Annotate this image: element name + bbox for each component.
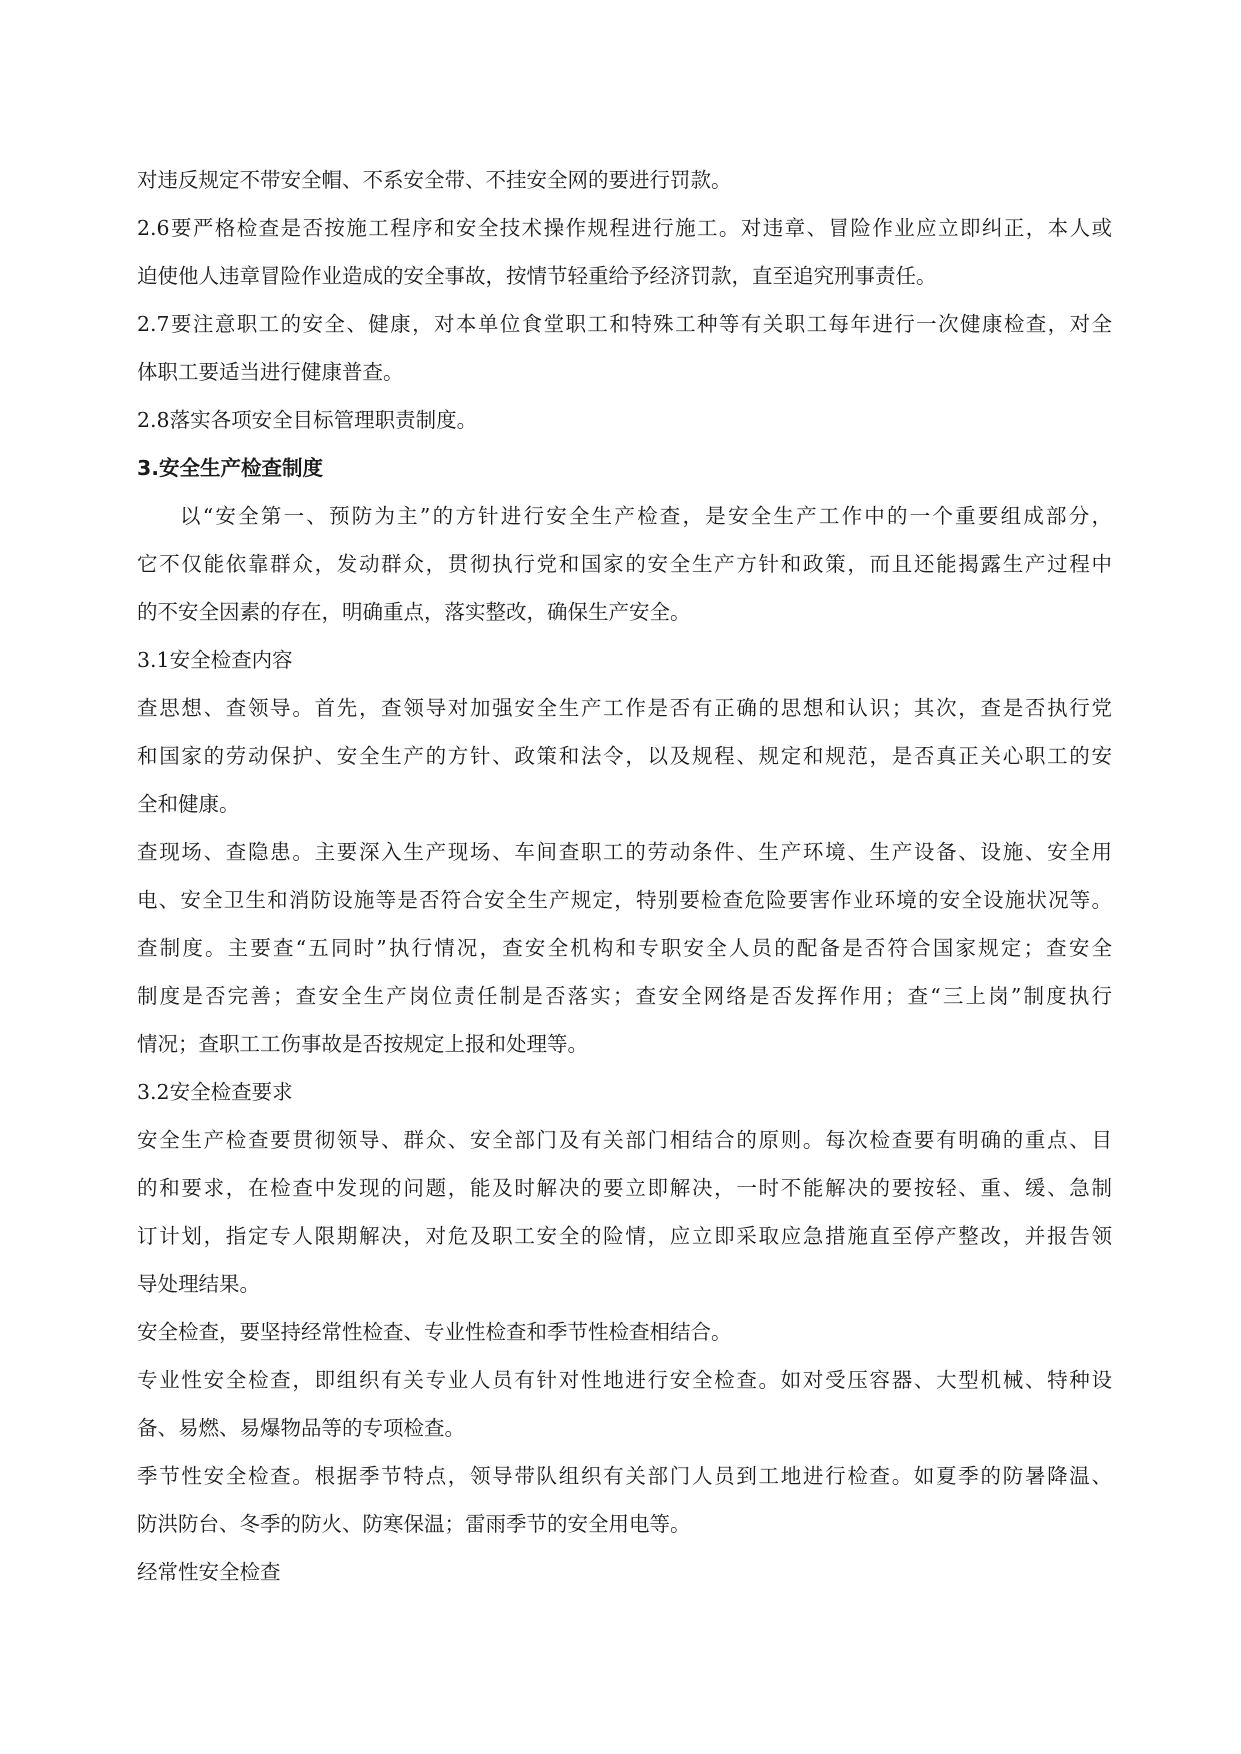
body-line: 查思想、查领导。首先，查领导对加强安全生产工作是否有正确的思想和认识；其次，查是否执行党 xyxy=(137,696,1112,720)
body-line: 经常性安全检查 xyxy=(137,1560,281,1584)
body-line: 迫使他人违章冒险作业造成的安全事故，按情节轻重给予经济罚款，直至追究刑事责任。 xyxy=(137,264,937,288)
body-line: 备、易燃、易爆物品等的专项检查。 xyxy=(137,1416,465,1440)
body-line: 和国家的劳动保护、安全生产的方针、政策和法令，以及规程、规定和规范，是否真正关心职工的安 xyxy=(137,744,1112,768)
body-line: 查现场、查隐患。主要深入生产现场、车间查职工的劳动条件、生产环境、生产设备、设施、安全用 xyxy=(137,840,1112,864)
body-line: 2.6要严格检查是否按施工程序和安全技术操作规程进行施工。对违章、冒险作业应立即纠正，本人或 xyxy=(137,216,1112,240)
body-line: 情况；查职工工伤事故是否按规定上报和处理等。 xyxy=(137,1032,588,1056)
body-line: 对违反规定不带安全帽、不系安全带、不挂安全网的要进行罚款。 xyxy=(137,168,732,192)
body-line: 的不安全因素的存在，明确重点，落实整改，确保生产安全。 xyxy=(137,600,691,624)
body-line: 防洪防台、冬季的防火、防寒保温；雷雨季节的安全用电等。 xyxy=(137,1512,691,1536)
body-line: 导处理结果。 xyxy=(137,1272,260,1296)
subsection-heading: 3.1安全检查内容 xyxy=(137,648,293,672)
body-line: 以“安全第一、预防为主”的方针进行安全生产检查，是安全生产工作中的一个重要组成部分， xyxy=(180,504,1112,528)
body-line: 制度是否完善；查安全生产岗位责任制是否落实；查安全网络是否发挥作用；查“三上岗”制度执行 xyxy=(137,984,1112,1008)
body-line: 专业性安全检查，即组织有关专业人员有针对性地进行安全检查。如对受压容器、大型机械、特种设 xyxy=(137,1368,1112,1392)
body-line: 安全生产检查要贯彻领导、群众、安全部门及有关部门相结合的原则。每次检查要有明确的重点、目 xyxy=(137,1128,1112,1152)
body-line: 安全检查，要坚持经常性检查、专业性检查和季节性检查相结合。 xyxy=(137,1320,732,1344)
section-heading: 3.安全生产检查制度 xyxy=(137,456,324,480)
body-line: 全和健康。 xyxy=(137,792,240,816)
body-line: 查制度。主要查“五同时”执行情况，查安全机构和专职安全人员的配备是否符合国家规定；查安全 xyxy=(137,936,1112,960)
body-line: 2.8落实各项安全目标管理职责制度。 xyxy=(137,408,478,432)
body-line: 它不仅能依靠群众，发动群众，贯彻执行党和国家的安全生产方针和政策，而且还能揭露生产过程中 xyxy=(137,552,1112,576)
body-line: 电、安全卫生和消防设施等是否符合安全生产规定，特别要检查危险要害作业环境的安全设施状况等。 xyxy=(137,888,1112,912)
subsection-heading: 3.2安全检查要求 xyxy=(137,1080,293,1104)
body-line: 体职工要适当进行健康普查。 xyxy=(137,360,404,384)
body-line: 的和要求，在检查中发现的问题，能及时解决的要立即解决，一时不能解决的要按轻、重、缓、急制 xyxy=(137,1176,1112,1200)
body-line: 季节性安全检查。根据季节特点，领导带队组织有关部门人员到工地进行检查。如夏季的防暑降温、 xyxy=(137,1464,1112,1488)
body-line: 2.7要注意职工的安全、健康，对本单位食堂职工和特殊工种等有关职工每年进行一次健康检查，对全 xyxy=(137,312,1112,336)
body-line: 订计划，指定专人限期解决，对危及职工安全的险情，应立即采取应急措施直至停产整改，并报告领 xyxy=(137,1224,1112,1248)
